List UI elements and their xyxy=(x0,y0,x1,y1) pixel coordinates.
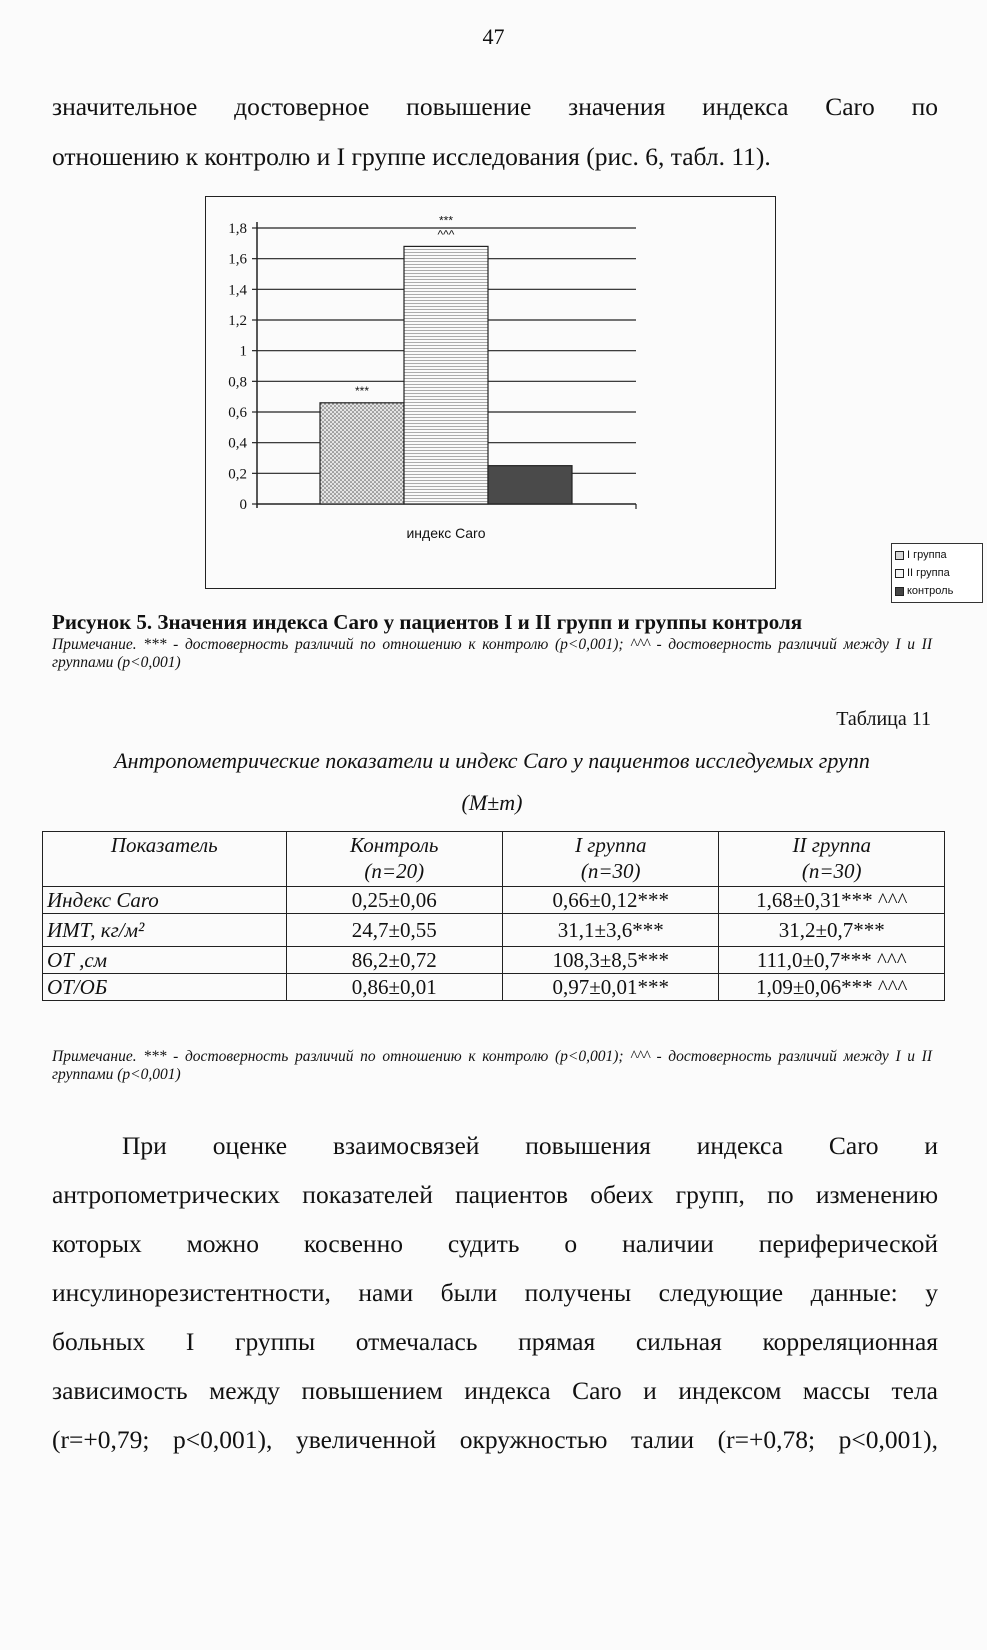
table-cell: 0,97±0,01*** xyxy=(503,974,719,1001)
table-header-cell: Контроль (n=20) xyxy=(286,832,502,887)
table-cell: 31,1±3,6*** xyxy=(503,914,719,947)
intro-text-line: отношению к контролю и I группе исследования (рис. 6, табл. 11). xyxy=(52,142,771,171)
legend-label: II группа xyxy=(907,567,950,579)
intro-text-line: значительное достоверное повышение значения индекса Caro по xyxy=(52,92,938,121)
y-tick-label: 0,8 xyxy=(228,374,247,391)
table-title: Антропометрические показатели и индекс Caro у пациентов исследуемых групп xyxy=(114,748,870,773)
table-cell: ИМТ, кг/м² xyxy=(43,914,287,947)
body-text-line: больных I группы отмечалась прямая сильная корреляционная xyxy=(52,1327,938,1356)
page-number: 47 xyxy=(482,24,505,49)
y-tick-label: 1,2 xyxy=(228,313,247,329)
bar-control xyxy=(488,466,572,504)
legend-item-control xyxy=(895,582,979,600)
table-header-cell: I группа (n=30) xyxy=(503,832,719,887)
table-row xyxy=(43,914,945,947)
bar-annotation: *** xyxy=(438,213,454,228)
body-text-line: инсулинорезистентности, нами были получены следующие данные: у xyxy=(52,1278,938,1307)
table-row xyxy=(43,887,945,914)
figure-caption: Рисунок 5. Значения индекса Caro у пациентов I и II групп и группы контроля xyxy=(52,610,803,634)
legend-label: I группа xyxy=(907,549,947,561)
y-tick-label: 1 xyxy=(239,343,247,360)
bar-group2 xyxy=(404,246,488,504)
legend-item-group2 xyxy=(895,564,979,582)
table-cell: 0,66±0,12*** xyxy=(503,887,719,914)
legend-item-group1 xyxy=(895,546,979,564)
table-row xyxy=(43,974,945,1001)
table-cell: ОТ/ОБ xyxy=(43,974,287,1001)
table-header-cell: II группа (n=30) xyxy=(719,832,945,887)
table-header-cell: Показатель xyxy=(43,832,287,887)
figure-note: Примечание. *** - достоверность различий по отношению к контролю (p<0,001); ^^^ - достоверность различий между I и II группами (p<0,001) xyxy=(52,636,932,671)
y-tick-label: 1,6 xyxy=(228,251,247,268)
table-label: Таблица 11 xyxy=(836,708,931,730)
body-text-line: зависимость между повышением индекса Caro и индексом массы тела xyxy=(52,1376,938,1405)
body-text-line: При оценке взаимосвязей повышения индекса Caro и xyxy=(122,1131,938,1160)
table-cell: 1,09±0,06*** ^^^ xyxy=(719,974,945,1001)
bar-chart xyxy=(205,196,954,597)
legend-swatch xyxy=(895,569,904,578)
table-cell: 86,2±0,72 xyxy=(286,947,502,974)
table-header-row xyxy=(43,832,945,887)
x-axis-label: индекс Caro xyxy=(406,525,486,541)
table-cell: 1,68±0,31*** ^^^ xyxy=(719,887,945,914)
body-text-line: которых можно косвенно судить о наличии периферической xyxy=(52,1229,938,1258)
y-tick-label: 1,8 xyxy=(228,221,247,237)
table-note: Примечание. *** - достоверность различий по отношению к контролю (p<0,001); ^^^ - достоверность различий между I и II группами (p<0,001) xyxy=(52,1048,932,1083)
table-cell: ОТ ,см xyxy=(43,947,287,974)
body-text-line: антропометрических показателей пациентов обеих групп, по изменению xyxy=(52,1180,938,1209)
table-cell: 0,25±0,06 xyxy=(286,887,502,914)
y-tick-label: 1,4 xyxy=(228,282,247,299)
legend-swatch xyxy=(895,551,904,560)
bar-annotation: ^^^ xyxy=(437,227,455,242)
bar-group1 xyxy=(320,403,404,504)
bar-annotation: *** xyxy=(354,383,370,398)
chart-legend xyxy=(891,543,983,603)
y-tick-label: 0,4 xyxy=(228,435,247,452)
y-tick-label: 0,6 xyxy=(228,405,247,421)
chart-plot xyxy=(206,197,775,588)
y-tick-label: 0 xyxy=(239,497,247,513)
table-row xyxy=(43,947,945,974)
anthropometric-table xyxy=(42,831,945,1001)
body-text-line: (r=+0,79; p<0,001), увеличенной окружностью талии (r=+0,78; p<0,001), xyxy=(52,1425,938,1454)
legend-swatch xyxy=(895,587,904,596)
table-cell: Индекс Caro xyxy=(43,887,287,914)
table-cell: 24,7±0,55 xyxy=(286,914,502,947)
legend-label: контроль xyxy=(907,585,954,597)
y-tick-label: 0,2 xyxy=(228,466,247,483)
table-cell: 108,3±8,5*** xyxy=(503,947,719,974)
table-cell: 0,86±0,01 xyxy=(286,974,502,1001)
table-title-units: (M±m) xyxy=(461,790,523,815)
table-cell: 111,0±0,7*** ^^^ xyxy=(719,947,945,974)
table-cell: 31,2±0,7*** xyxy=(719,914,945,947)
